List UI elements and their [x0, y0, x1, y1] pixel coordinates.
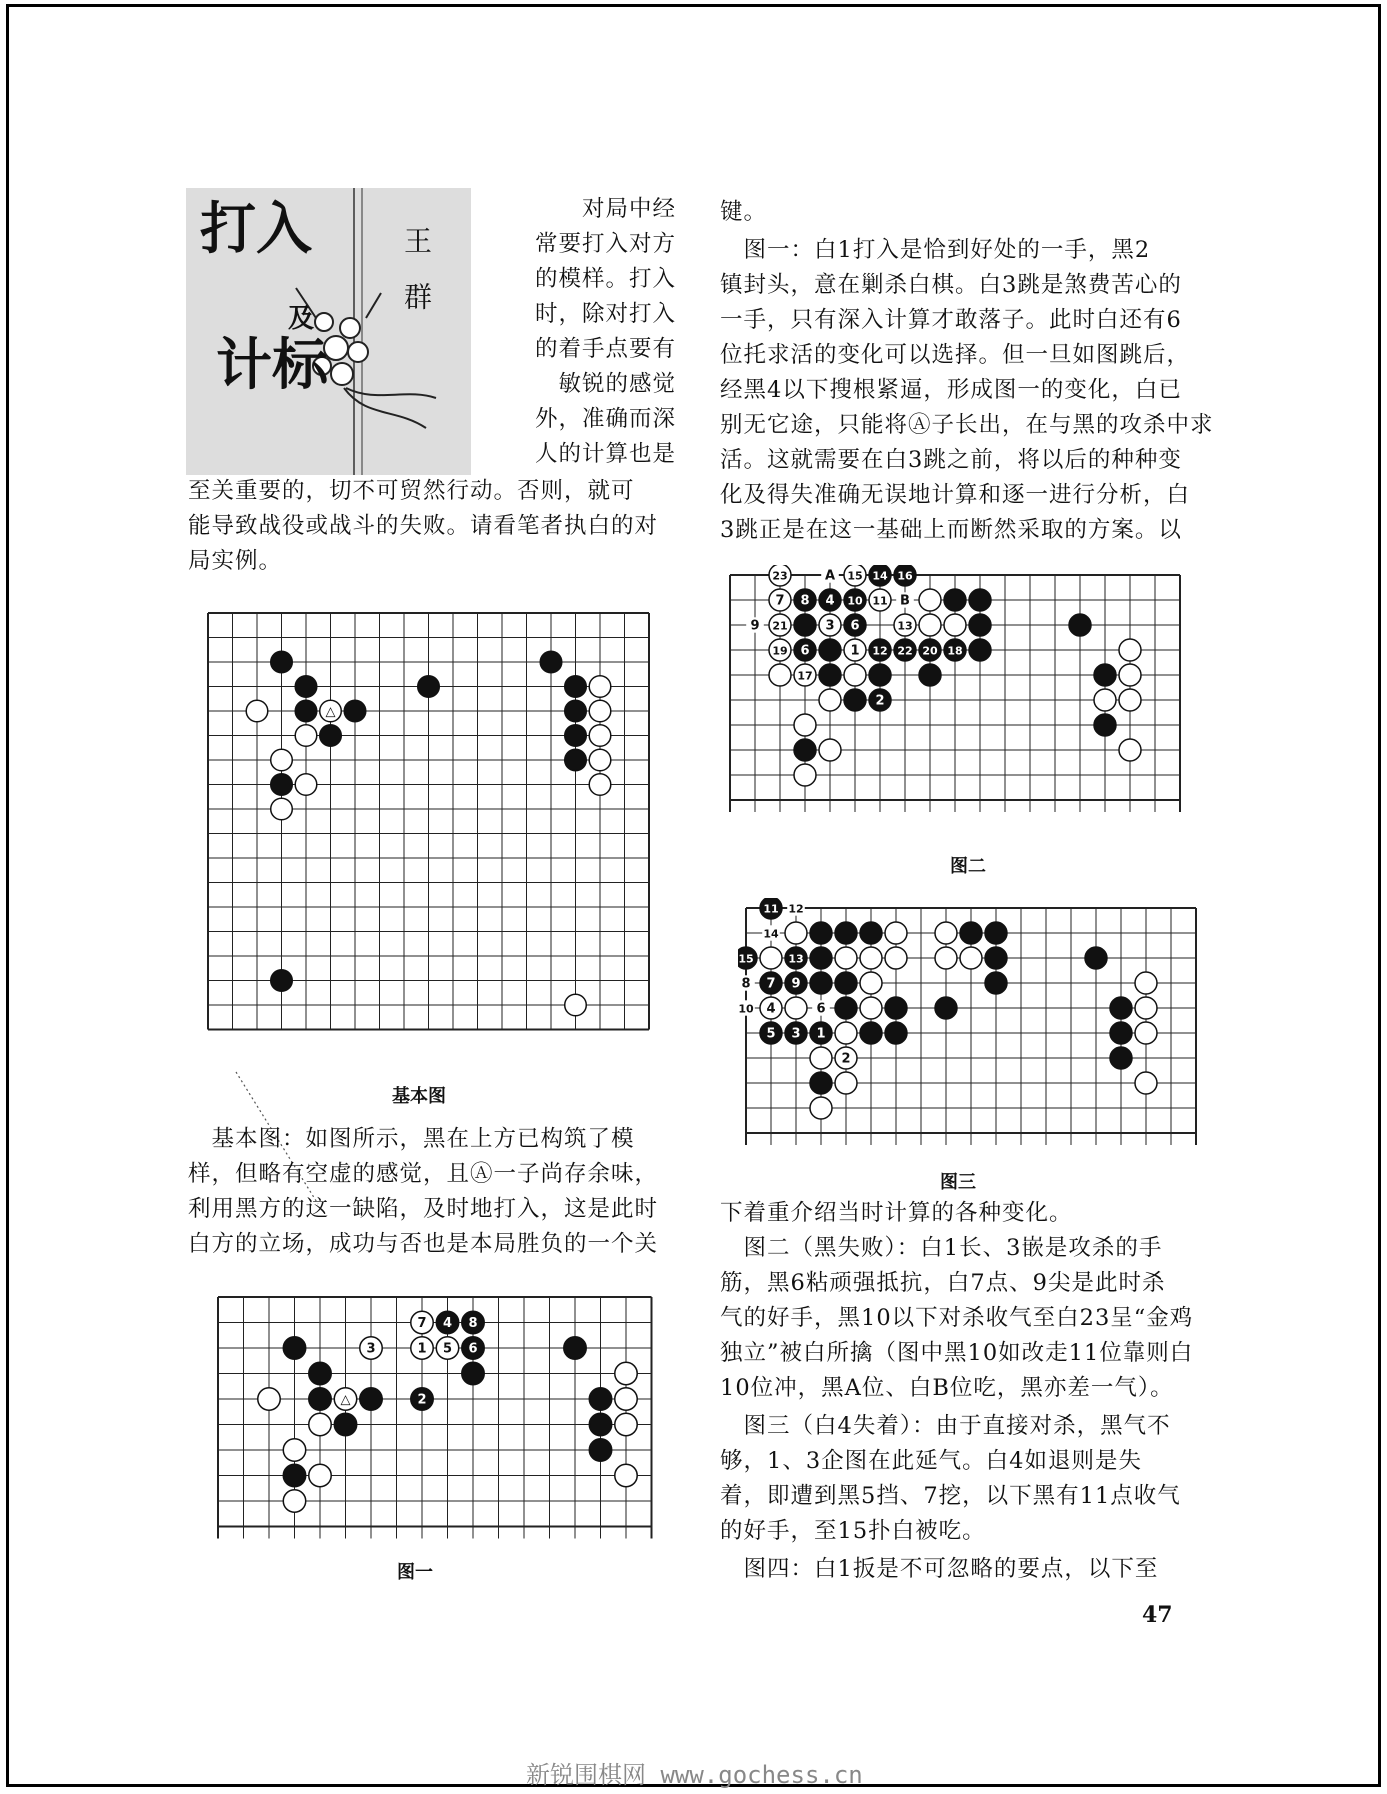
basic-text-line: 利用黑方的这一缺陷，及时地打入，这是此时	[188, 1196, 659, 1222]
page-number: 47	[1142, 1602, 1173, 1628]
white-stone	[919, 589, 941, 611]
black-stone	[819, 664, 841, 686]
svg-text:9: 9	[791, 976, 801, 992]
white-stone	[1119, 739, 1141, 761]
right-text-line: 活。这就需要在白3跳之前，将以后的种种变	[720, 447, 1182, 473]
white-stone	[894, 614, 916, 636]
svg-text:17: 17	[797, 669, 813, 683]
board-marker	[821, 567, 839, 583]
white-stone	[769, 664, 791, 686]
svg-text:14: 14	[872, 569, 888, 583]
black-stone	[462, 1311, 484, 1333]
svg-text:1: 1	[850, 643, 860, 659]
right-text-line: 图四：白1扳是不可忽略的要点，以下至	[720, 1556, 1159, 1582]
white-stone	[869, 589, 891, 611]
black-stone	[960, 922, 982, 944]
black-stone	[819, 639, 841, 661]
white-stone	[819, 614, 841, 636]
black-stone	[1110, 1047, 1132, 1069]
white-stone	[1135, 1072, 1157, 1094]
right-text-line: 经黑4以下搜根紧逼，形成图一的变化，白已	[720, 377, 1182, 403]
black-stone	[969, 589, 991, 611]
white-stone	[819, 689, 841, 711]
black-stone	[860, 1022, 882, 1044]
black-stone	[295, 700, 317, 722]
go-board-fig1	[210, 1287, 680, 1552]
black-stone	[985, 922, 1007, 944]
black-stone	[462, 1337, 484, 1359]
svg-text:11: 11	[872, 594, 888, 608]
intro-line: 对局中经	[581, 196, 676, 222]
svg-text:9: 9	[750, 618, 760, 634]
title-box	[186, 188, 471, 475]
title-main-top: 打入	[200, 197, 312, 262]
black-stone	[944, 589, 966, 611]
white-stone	[615, 1388, 637, 1410]
black-stone	[944, 639, 966, 661]
right-text-line: 筋，黑6粘顽强抵抗，白7点、9尖是此时杀	[720, 1270, 1166, 1296]
right-text-line: 位托求活的变化可以选择。但一旦如图跳后，	[720, 342, 1191, 368]
go-board-basic	[200, 605, 670, 1065]
white-stone	[844, 664, 866, 686]
svg-text:7: 7	[766, 976, 776, 992]
black-stone	[894, 639, 916, 661]
white-stone	[860, 972, 882, 994]
svg-text:△: △	[325, 704, 336, 720]
black-stone	[969, 639, 991, 661]
black-stone	[271, 970, 293, 992]
black-stone	[564, 1337, 586, 1359]
black-stone	[885, 997, 907, 1019]
intro-line: 人的计算也是	[534, 441, 676, 467]
white-stone	[785, 922, 807, 944]
black-stone	[1085, 947, 1107, 969]
black-stone	[794, 739, 816, 761]
svg-text:7: 7	[417, 1316, 427, 1331]
board-marker	[762, 925, 780, 940]
white-stone	[1094, 689, 1116, 711]
black-stone	[309, 1362, 331, 1384]
black-stone	[844, 689, 866, 711]
black-stone	[919, 639, 941, 661]
svg-text:2: 2	[875, 693, 885, 709]
white-stone	[769, 614, 791, 636]
black-stone	[869, 689, 891, 711]
black-stone	[810, 972, 832, 994]
white-stone	[1119, 639, 1141, 661]
black-stone	[810, 922, 832, 944]
black-stone	[844, 589, 866, 611]
black-stone	[283, 1337, 305, 1359]
black-stone	[835, 972, 857, 994]
board-marker	[896, 592, 914, 608]
white-stone	[794, 664, 816, 686]
basic-text-line: 基本图：如图所示，黑在上方已构筑了模	[188, 1126, 635, 1152]
black-stone	[1110, 997, 1132, 1019]
white-stone	[844, 565, 866, 586]
svg-text:10: 10	[847, 594, 863, 608]
svg-text:4: 4	[766, 1001, 776, 1017]
go-board-fig2	[722, 565, 1202, 830]
white-stone	[589, 700, 611, 722]
board-marker	[738, 1000, 755, 1015]
right-text-line: 气的好手，黑10以下对杀收气至白23呈“金鸡	[720, 1305, 1194, 1331]
black-stone	[462, 1362, 484, 1384]
white-stone	[360, 1337, 382, 1359]
svg-text:4: 4	[442, 1316, 453, 1331]
black-stone	[860, 922, 882, 944]
white-stone	[283, 1439, 305, 1461]
black-stone	[1094, 714, 1116, 736]
author: 王 群	[400, 226, 433, 310]
white-stone	[760, 997, 782, 1019]
black-stone	[894, 565, 916, 586]
svg-text:15: 15	[738, 952, 754, 966]
black-stone	[919, 664, 941, 686]
svg-text:4: 4	[825, 593, 835, 609]
svg-text:21: 21	[772, 619, 788, 633]
black-stone	[810, 1022, 832, 1044]
white-stone	[334, 1388, 356, 1410]
svg-text:3: 3	[825, 618, 835, 634]
black-stone	[589, 1388, 611, 1410]
black-stone	[760, 1022, 782, 1044]
white-stone	[935, 922, 957, 944]
black-stone	[1094, 664, 1116, 686]
white-stone	[819, 739, 841, 761]
black-stone	[969, 614, 991, 636]
svg-text:7: 7	[775, 593, 785, 609]
black-stone	[295, 676, 317, 698]
title-small: 及	[288, 304, 315, 334]
white-stone	[411, 1337, 433, 1359]
svg-text:18: 18	[947, 644, 963, 658]
intro-line: 时，除对打入	[534, 301, 676, 327]
black-stone	[334, 1413, 356, 1435]
svg-text:1: 1	[816, 1026, 826, 1042]
white-stone	[794, 764, 816, 786]
right-text-line: 镇封头，意在剿杀白棋。白3跳是煞费苦心的	[720, 272, 1182, 298]
black-stone	[835, 997, 857, 1019]
white-stone	[589, 774, 611, 796]
white-stone	[309, 1464, 331, 1486]
board-marker	[738, 975, 755, 991]
right-text-line: 的好手，至15扑白被吃。	[720, 1518, 986, 1544]
black-stone	[835, 922, 857, 944]
svg-text:13: 13	[897, 619, 913, 633]
white-stone	[1119, 664, 1141, 686]
black-stone	[411, 1388, 433, 1410]
white-stone	[1135, 997, 1157, 1019]
intro-line: 的着手点要有	[534, 336, 676, 362]
svg-text:A: A	[824, 568, 836, 584]
white-stone	[769, 565, 791, 586]
black-stone	[844, 614, 866, 636]
white-stone	[589, 725, 611, 747]
svg-text:6: 6	[800, 643, 810, 659]
white-stone	[810, 1047, 832, 1069]
svg-text:6: 6	[816, 1001, 826, 1017]
white-stone	[589, 749, 611, 771]
black-stone	[985, 947, 1007, 969]
white-stone	[1135, 1022, 1157, 1044]
white-stone	[860, 947, 882, 969]
black-stone	[869, 664, 891, 686]
white-stone	[885, 947, 907, 969]
svg-text:3: 3	[366, 1341, 376, 1357]
black-stone	[794, 639, 816, 661]
white-stone	[760, 947, 782, 969]
svg-text:16: 16	[897, 569, 913, 583]
black-stone	[794, 589, 816, 611]
black-stone	[935, 997, 957, 1019]
white-stone	[436, 1337, 458, 1359]
svg-text:23: 23	[772, 569, 788, 583]
right-text-line: 独立”被白所擒（图中黑10如改走11位靠则白	[720, 1340, 1194, 1366]
svg-text:14: 14	[763, 927, 779, 941]
watermark-footer: 新锐围棋网 www.gochess.cn	[526, 1761, 863, 1789]
fig2-label: 图二	[950, 856, 986, 877]
white-stone	[944, 614, 966, 636]
svg-text:△: △	[340, 1392, 351, 1408]
black-stone	[589, 1439, 611, 1461]
board-marker	[787, 900, 805, 915]
svg-text:12: 12	[872, 644, 888, 658]
white-stone	[589, 676, 611, 698]
svg-text:2: 2	[417, 1392, 427, 1408]
svg-text:15: 15	[847, 569, 863, 583]
black-stone	[418, 676, 440, 698]
fig1-label: 图一	[397, 1562, 433, 1583]
title-main-bottom: 计标	[216, 333, 328, 398]
white-stone	[309, 1413, 331, 1435]
white-stone	[810, 1097, 832, 1119]
white-stone	[919, 614, 941, 636]
right-text-line: 一手，只有深入计算才敢落子。此时白还有6	[720, 307, 1182, 333]
black-stone	[869, 639, 891, 661]
right-text-line: 别无它途，只能将Ⓐ子长出，在与黑的攻杀中求	[720, 412, 1214, 438]
black-stone	[360, 1388, 382, 1410]
right-text-line: 着，即遭到黑5挡、7挖，以下黑有11点收气	[720, 1483, 1181, 1509]
white-stone	[785, 997, 807, 1019]
white-stone	[271, 798, 293, 820]
white-stone	[835, 1022, 857, 1044]
right-text-line: 3跳正是在这一基础上而断然采取的方案。以	[720, 517, 1182, 543]
svg-text:6: 6	[850, 618, 860, 634]
white-stone	[1119, 689, 1141, 711]
svg-text:6: 6	[468, 1341, 478, 1357]
white-stone	[960, 947, 982, 969]
black-stone	[1069, 614, 1091, 636]
black-stone	[785, 972, 807, 994]
white-stone	[320, 700, 342, 722]
white-stone	[769, 589, 791, 611]
white-stone	[411, 1311, 433, 1333]
right-text-line: 图三（白4失着）：由于直接对杀，黑气不	[720, 1413, 1171, 1439]
fig3-label: 图三	[940, 1172, 976, 1193]
white-stone	[295, 774, 317, 796]
svg-text:10: 10	[738, 1002, 754, 1016]
black-stone	[760, 972, 782, 994]
right-text-line: 够，1、3企图在此延气。白4如退则是失	[720, 1448, 1142, 1474]
white-stone	[295, 725, 317, 747]
white-stone	[844, 639, 866, 661]
right-text-line: 键。	[720, 199, 768, 225]
svg-text:11: 11	[763, 902, 779, 916]
intro-full-line: 至关重要的，切不可贸然行动。否则，就可	[188, 478, 635, 504]
svg-text:B: B	[900, 593, 910, 609]
black-stone	[810, 947, 832, 969]
black-stone	[1110, 1022, 1132, 1044]
black-stone	[565, 700, 587, 722]
black-stone	[819, 589, 841, 611]
right-text-line: 化及得失准确无误地计算和逐一进行分析，白	[720, 482, 1191, 508]
white-stone	[835, 1047, 857, 1069]
white-stone	[565, 994, 587, 1016]
go-board-fig3	[738, 898, 1198, 1158]
white-stone	[246, 700, 268, 722]
black-stone	[271, 651, 293, 673]
right-text-line: 下着重介绍当时计算的各种变化。	[720, 1200, 1073, 1226]
intro-line: 常要打入对方	[534, 231, 676, 257]
basic-text-line: 样，但略有空虚的感觉，且Ⓐ一子尚存余味，	[188, 1161, 659, 1187]
svg-text:5: 5	[766, 1026, 776, 1042]
board-marker	[812, 1000, 830, 1016]
black-stone	[309, 1388, 331, 1410]
white-stone	[835, 947, 857, 969]
black-stone	[794, 614, 816, 636]
white-stone	[835, 1072, 857, 1094]
black-stone	[785, 1022, 807, 1044]
black-stone	[810, 1072, 832, 1094]
intro-line: 外，准确而深	[534, 406, 676, 432]
white-stone	[271, 749, 293, 771]
white-stone	[615, 1413, 637, 1435]
intro-full-line: 局实例。	[188, 548, 283, 574]
black-stone	[436, 1311, 458, 1333]
basic-figure-label: 基本图	[392, 1086, 446, 1107]
white-stone	[769, 639, 791, 661]
right-text-line: 图二（黑失败）：白1长、3嵌是攻杀的手	[720, 1235, 1163, 1261]
svg-text:22: 22	[897, 644, 913, 658]
intro-line: 的模样。打入	[534, 266, 676, 292]
right-text-line: 图一：白1打入是恰到好处的一手，黑2	[720, 237, 1151, 263]
svg-text:19: 19	[772, 644, 788, 658]
white-stone	[1135, 972, 1157, 994]
svg-text:2: 2	[841, 1051, 851, 1067]
white-stone	[860, 997, 882, 1019]
svg-text:5: 5	[442, 1341, 453, 1357]
white-stone	[258, 1388, 280, 1410]
svg-text:3: 3	[791, 1026, 801, 1042]
black-stone	[738, 947, 757, 969]
black-stone	[344, 700, 366, 722]
black-stone	[540, 651, 562, 673]
white-stone	[794, 714, 816, 736]
white-stone	[615, 1464, 637, 1486]
black-stone	[283, 1464, 305, 1486]
basic-text-line: 白方的立场，成功与否也是本局胜负的一个关	[188, 1231, 659, 1257]
black-stone	[589, 1413, 611, 1435]
black-stone	[869, 565, 891, 586]
black-stone	[885, 1022, 907, 1044]
svg-text:8: 8	[468, 1316, 478, 1331]
white-stone	[935, 947, 957, 969]
intro-full-line: 能导致战役或战斗的失败。请看笔者执白的对	[188, 513, 659, 539]
white-stone	[283, 1490, 305, 1512]
svg-text:8: 8	[800, 593, 810, 609]
white-stone	[615, 1362, 637, 1384]
board-marker	[746, 617, 764, 633]
black-stone	[320, 725, 342, 747]
black-stone	[785, 947, 807, 969]
black-stone	[565, 725, 587, 747]
svg-text:1: 1	[417, 1341, 427, 1357]
black-stone	[271, 774, 293, 796]
black-stone	[565, 676, 587, 698]
black-stone	[760, 898, 782, 919]
right-text-line: 10位冲，黑A位、白B位吃，黑亦差一气）。	[720, 1375, 1174, 1401]
intro-line: 敏锐的感觉	[558, 371, 676, 397]
svg-text:13: 13	[788, 952, 804, 966]
svg-text:20: 20	[922, 644, 938, 658]
svg-text:8: 8	[741, 976, 751, 992]
black-stone	[565, 749, 587, 771]
white-stone	[885, 922, 907, 944]
svg-text:12: 12	[788, 902, 804, 916]
black-stone	[985, 972, 1007, 994]
